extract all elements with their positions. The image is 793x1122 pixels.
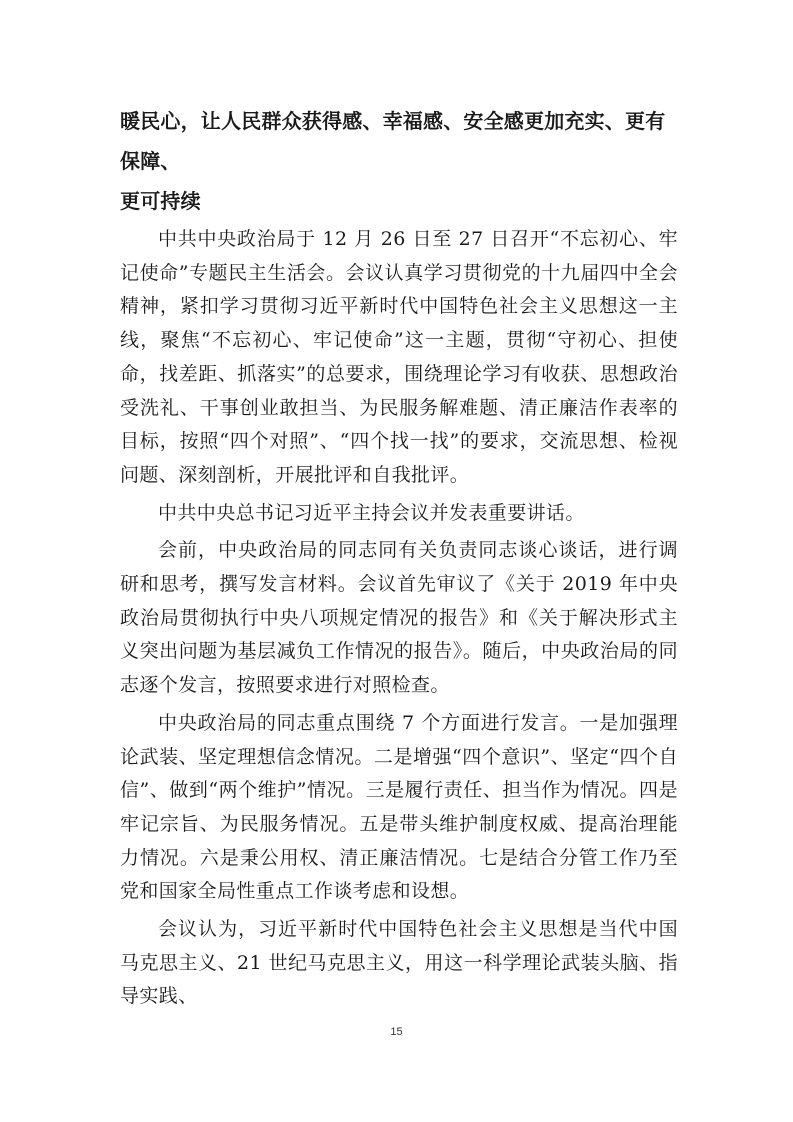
paragraph-meeting-intro: 中共中央政治局于 12 月 26 日至 27 日召开“不忘初心、牢记使命”专题民主生活会。会议认真学习贯彻党的十九届四中全会精神，紧扣学习贯彻习近平新时代中国特色社会主义思想这一主线，聚焦“不忘初心、牢记使命”这一主题，贯彻“守初心、担使命，找差距、抓落实”的总要求，围绕理论学习有收获、思想政治受洗礼、干事创业敢担当、为民服务解难题、清正廉洁作表率的目标，按照“四个对照”、“四个找一找”的要求，交流思想、检视问题、深刻剖析，开展批评和自我批评。 — [120, 228, 678, 486]
paragraph-preparation: 会前，中央政治局的同志同有关负责同志谈心谈话，进行调研和思考，撰写发言材料。会议首先审议了《关于 2019 年中央政治局贯彻执行中央八项规定情况的报告》和《关于解决形式主义突出问题为基层减负工作情况的报告》。随后，中央政治局的同志逐个发言，按照要求进行对照检查。 — [120, 539, 678, 697]
document-body — [120, 101, 678, 1014]
paragraph-conclusion: 会议认为，习近平新时代中国特色社会主义思想是当代中国马克思主义、21 世纪马克思主义，用这一科学理论武装头脑、指导实践、 — [120, 918, 678, 1008]
section-heading — [120, 101, 678, 221]
heading-line-1: 暖民心，让人民群众获得感、幸福感、安全感更加充实、更有保障、 — [120, 109, 666, 173]
paragraph-seven-aspects: 中央政治局的同志重点围绕 7 个方面进行发言。一是加强理论武装、坚定理想信念情况。二是增强“四个意识”、坚定“四个自信”、做到“两个维护”情况。三是履行责任、担当作为情况。四是牢记宗旨、为民服务情况。五是带头维护制度权威、提高治理能力情况。六是秉公用权、清正廉洁情况。七是结合分管工作乃至党和国家全局性重点工作谈考虑和设想。 — [120, 711, 678, 903]
paragraph-chair: 中共中央总书记习近平主持会议并发表重要讲话。 — [158, 501, 585, 524]
heading-line-2: 更可持续 — [120, 189, 201, 213]
page-number: 15 — [390, 1026, 403, 1038]
